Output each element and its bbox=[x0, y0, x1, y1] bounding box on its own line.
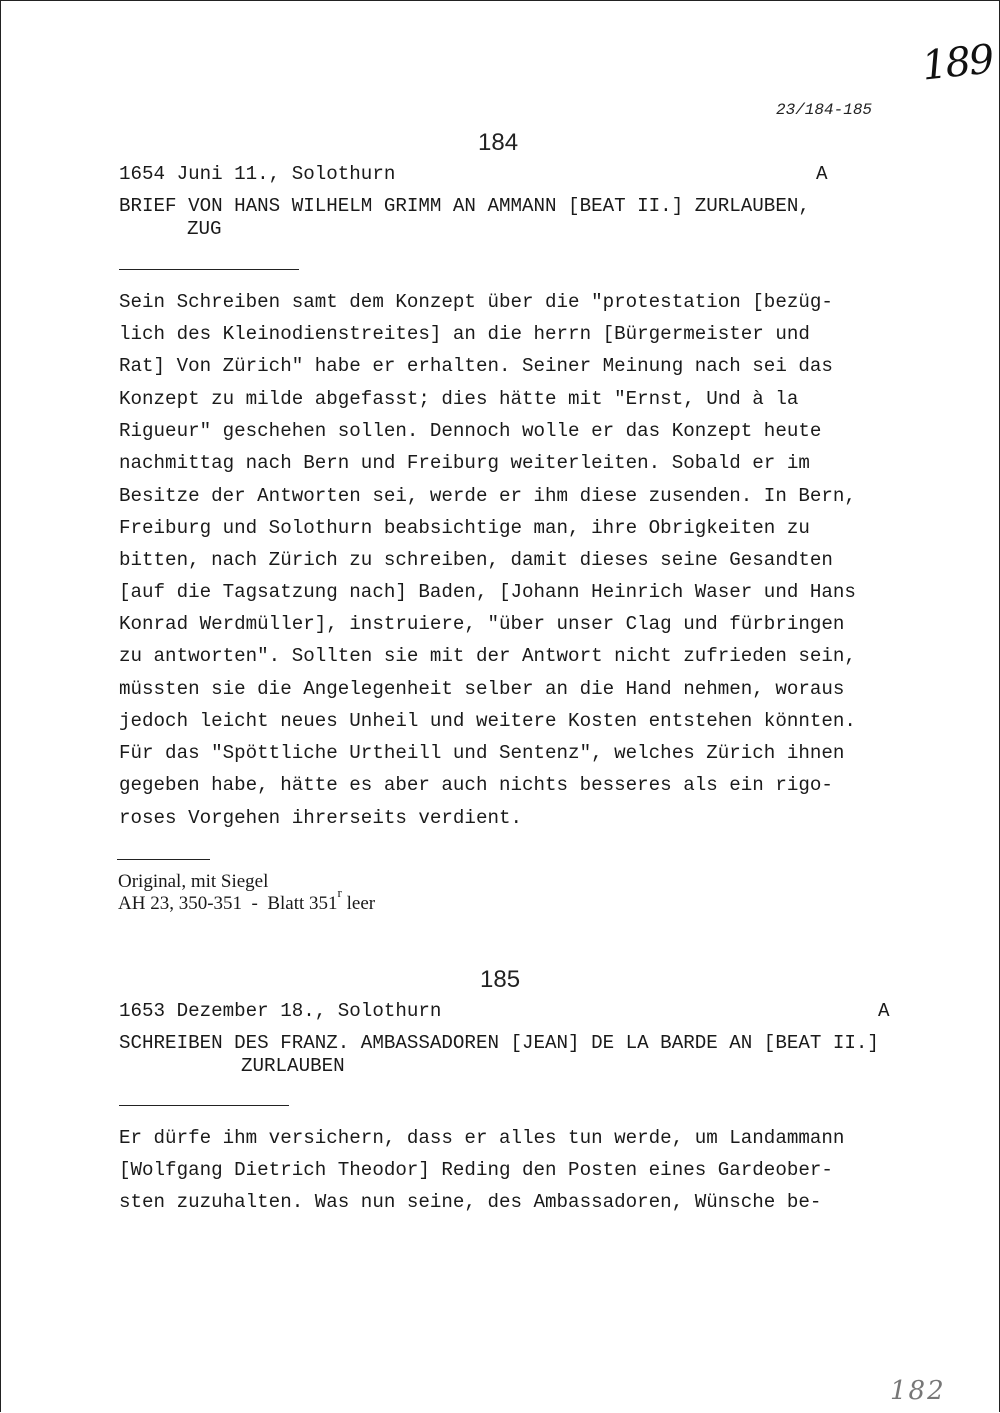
separator-rule bbox=[119, 269, 299, 270]
entry-title-line: SCHREIBEN DES FRANZ. AMBASSADOREN [JEAN] DE LA BARDE AN [BEAT II.] bbox=[119, 1032, 879, 1054]
body-line: müssten sie die Angelegenheit selber an die Hand nehmen, woraus bbox=[119, 678, 845, 700]
body-line: Er dürfe ihm versichern, dass er alles tun werde, um Landammann bbox=[119, 1127, 845, 1149]
handwritten-page-number: 189 bbox=[919, 36, 995, 90]
entry-type-marker: A bbox=[816, 163, 828, 185]
body-line: lich des Kleinodienstreites] an die herrn [Bürgermeister und bbox=[119, 323, 810, 345]
body-line: sten zuzuhalten. Was nun seine, des Ambassadoren, Wünsche be- bbox=[119, 1191, 822, 1213]
body-line: Freiburg und Solothurn beabsichtige man, ihre Obrigkeiten zu bbox=[119, 517, 810, 539]
corner-stamp-number: 182 bbox=[890, 1376, 946, 1406]
body-line: Konzept zu milde abgefasst; dies hätte mit "Ernst, Und à la bbox=[119, 388, 799, 410]
body-line: Konrad Werdmüller], instruiere, "über unser Clag und fürbringen bbox=[119, 613, 845, 635]
body-line: zu antworten". Sollten sie mit der Antwort nicht zufrieden sein, bbox=[119, 645, 856, 667]
entry-number: 185 bbox=[480, 966, 521, 993]
entry-title-line: ZURLAUBEN bbox=[241, 1055, 345, 1077]
entry-number: 184 bbox=[478, 129, 519, 156]
entry-date-place: 1654 Juni 11., Solothurn bbox=[119, 163, 396, 185]
source-reference: AH 23, 350-351 - Blatt 351 bbox=[118, 893, 338, 914]
source-note: leer bbox=[341, 893, 376, 914]
body-line: Rat] Von Zürich" habe er erhalten. Seiner Meinung nach sei das bbox=[119, 355, 833, 377]
body-line: Für das "Spöttliche Urtheill und Sentenz", welches Zürich ihnen bbox=[119, 742, 845, 764]
entry-title-line: BRIEF VON HANS WILHELM GRIMM AN AMMANN [BEAT II.] ZURLAUBEN, bbox=[119, 195, 810, 217]
body-line: Sein Schreiben samt dem Konzept über die "protestation [bezüg- bbox=[119, 291, 833, 313]
entry-type-marker: A bbox=[878, 1000, 890, 1022]
body-line: [Wolfgang Dietrich Theodor] Reding den Posten eines Gardeober- bbox=[119, 1159, 833, 1181]
separator-rule bbox=[119, 1105, 289, 1106]
body-line: nachmittag nach Bern und Freiburg weiterleiten. Sobald er im bbox=[119, 452, 810, 474]
entry-date-place: 1653 Dezember 18., Solothurn bbox=[119, 1000, 442, 1022]
source-line: Original, mit Siegel bbox=[118, 871, 269, 892]
source-line bbox=[118, 885, 376, 915]
body-line: gegeben habe, hätte es aber auch nichts besseres als ein rigo- bbox=[119, 774, 833, 796]
body-line: jedoch leicht neues Unheil und weitere Kosten entstehen könnten. bbox=[119, 710, 856, 732]
body-line: Besitze der Antworten sei, werde er ihm diese zusenden. In Bern, bbox=[119, 485, 856, 507]
body-line: roses Vorgehen ihrerseits verdient. bbox=[119, 807, 523, 829]
body-line: Rigueur" geschehen sollen. Dennoch wolle er das Konzept heute bbox=[119, 420, 822, 442]
archive-reference: 23/184-185 bbox=[776, 101, 873, 119]
folio-superscript: r bbox=[337, 885, 342, 900]
source-separator-rule bbox=[117, 859, 210, 860]
body-line: bitten, nach Zürich zu schreiben, damit dieses seine Gesandten bbox=[119, 549, 833, 571]
entry-title-line: ZUG bbox=[187, 218, 222, 240]
body-line: [auf die Tagsatzung nach] Baden, [Johann Heinrich Waser und Hans bbox=[119, 581, 856, 603]
